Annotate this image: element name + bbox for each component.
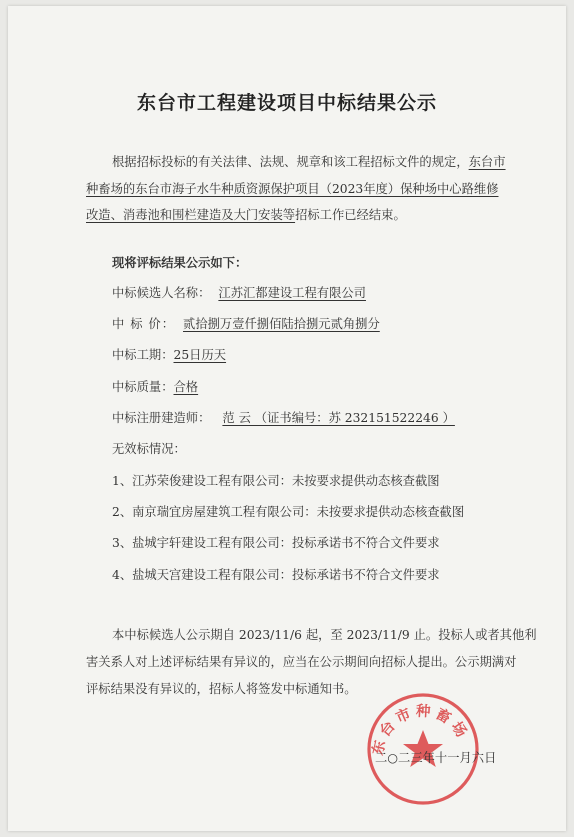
- field-label: 中标候选人名称：: [112, 286, 211, 300]
- notice-line: 本中标候选人公示期自 2023/11/6 起，至 2023/11/9 止。投标人或者其他利: [112, 628, 537, 642]
- field-price: [112, 314, 388, 334]
- field-value: 贰拾捌万壹仟捌佰陆拾捌元贰角捌分: [183, 317, 380, 331]
- intro-project-name: 东台市种畜场的东台市海子水牛种质资源保护项目（2023年度）保种场中心路维修改造、消毒池和围栏建造及大门安装等: [86, 155, 506, 222]
- intro-text-1: 根据招标投标的有关法律、法规、规章和该工程招标文件的规定，: [112, 155, 469, 169]
- field-label: 中标注册建造师：: [112, 411, 211, 425]
- seal-text: 东台市种畜场: [369, 702, 473, 757]
- field-quality: [112, 377, 198, 397]
- field-label: 中标工期：: [112, 348, 174, 362]
- field-label: 中标质量：: [112, 380, 174, 394]
- notice-line: 评标结果没有异议的，招标人将签发中标通知书。: [86, 682, 357, 696]
- intro-text-3: 招标工作已经结束。: [295, 208, 406, 222]
- field-value: 合格: [173, 380, 199, 394]
- notice-line: 害关系人对上述评标结果有异议的，应当在公示期间向招标人提出。公示期满对: [86, 655, 517, 669]
- field-value: 范 云 （证书编号：苏 232151522246 ）: [222, 411, 455, 425]
- invalid-header: 无效标情况：: [112, 442, 186, 456]
- signature-date: 二○二三年十一月六日: [375, 751, 497, 765]
- field-duration: [112, 345, 226, 365]
- field-label: 中 标 价：: [112, 317, 176, 331]
- invalid-item: 3、盐城宇轩建设工程有限公司：投标承诺书不符合文件要求: [112, 536, 440, 550]
- invalid-item: 1、江苏荣俊建设工程有限公司：未按要求提供动态核查截图: [112, 474, 440, 488]
- invalid-item: 4、盐城天宫建设工程有限公司：投标承诺书不符合文件要求: [112, 568, 440, 582]
- page-title: 东台市工程建设项目中标结果公示: [136, 92, 437, 114]
- field-value: 25日历天: [173, 348, 227, 362]
- document-page: [8, 6, 566, 831]
- field-constructor: [112, 408, 465, 428]
- invalid-item: 2、南京瑞宜房屋建筑工程有限公司：未按要求提供动态核查截图: [112, 505, 465, 519]
- results-header: 现将评标结果公示如下：: [112, 255, 248, 270]
- field-winner: [112, 283, 380, 303]
- intro-paragraph: [86, 149, 506, 229]
- field-value: 江苏汇都建设工程有限公司: [218, 286, 366, 300]
